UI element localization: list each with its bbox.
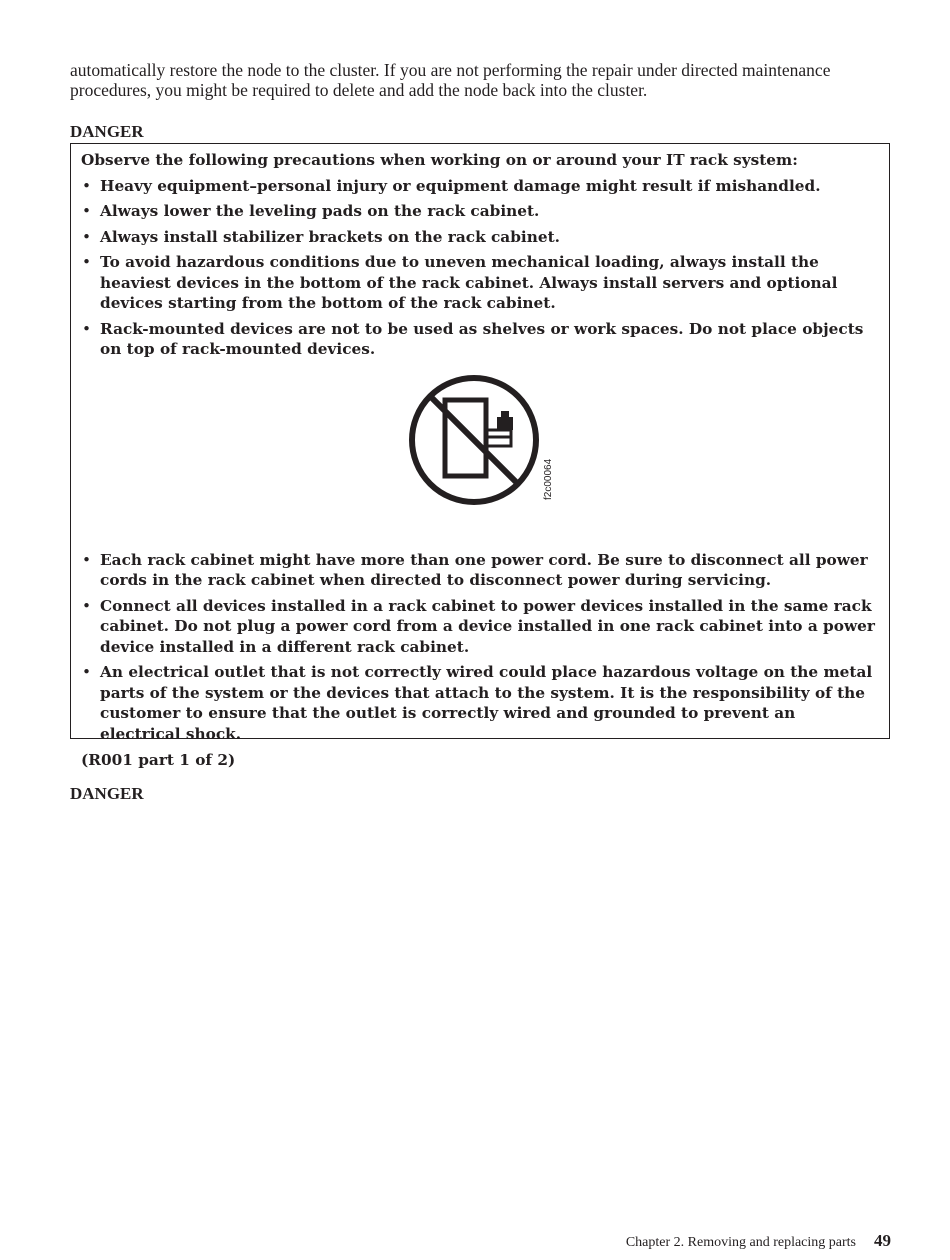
notice-reference: (R001 part 1 of 2) xyxy=(81,751,236,769)
list-item: • To avoid hazardous conditions due to uneven mechanical loading, always install the heaviest devices in the bottom of the rack cabinet. Always install servers and optional devices starting from the bottom of the rack cabinet. xyxy=(81,252,879,314)
figure-id-label: f2c00064 xyxy=(543,458,554,500)
page-number: 49 xyxy=(874,1231,891,1250)
list-item: • Always lower the leveling pads on the rack cabinet. xyxy=(81,201,879,222)
list-item: • An electrical outlet that is not correctly wired could place hazardous voltage on the metal parts of the system or the devices that attach to the system. It is the responsibility of the customer to ensure that the outlet is correctly wired and grounded to prevent an electrical shock. xyxy=(81,662,879,744)
list-item: • Always install stabilizer brackets on the rack cabinet. xyxy=(81,227,879,248)
precautions-list-bottom xyxy=(81,550,879,745)
intro-paragraph: automatically restore the node to the cluster. If you are not performing the repair under directed maintenance procedures, you might be required to delete and add the node back into the cluster. xyxy=(70,60,831,100)
chapter-title: Chapter 2. Removing and replacing parts xyxy=(625,1235,856,1250)
precautions-lead: Observe the following precautions when working on or around your IT rack system: xyxy=(81,151,798,169)
no-objects-on-rack-icon xyxy=(406,372,542,508)
page-footer xyxy=(626,1231,891,1251)
danger-heading: DANGER xyxy=(70,122,144,141)
rack-warning-figure xyxy=(81,372,879,542)
list-item: • Each rack cabinet might have more than one power cord. Be sure to disconnect all power cords in the rack cabinet when directed to disconnect power during servicing. xyxy=(81,550,879,591)
list-item: • Connect all devices installed in a rack cabinet to power devices installed in the same rack cabinet. Do not plug a power cord from a device installed in one rack cabinet into a power device installed in a different rack cabinet. xyxy=(81,596,879,658)
danger-notice-box xyxy=(70,143,890,769)
list-item: • Rack-mounted devices are not to be used as shelves or work spaces. Do not place objects on top of rack-mounted devices. xyxy=(81,319,879,360)
danger-heading: DANGER xyxy=(70,784,144,803)
precautions-list-top xyxy=(81,176,879,360)
list-item: • Heavy equipment–personal injury or equipment damage might result if mishandled. xyxy=(81,176,879,197)
